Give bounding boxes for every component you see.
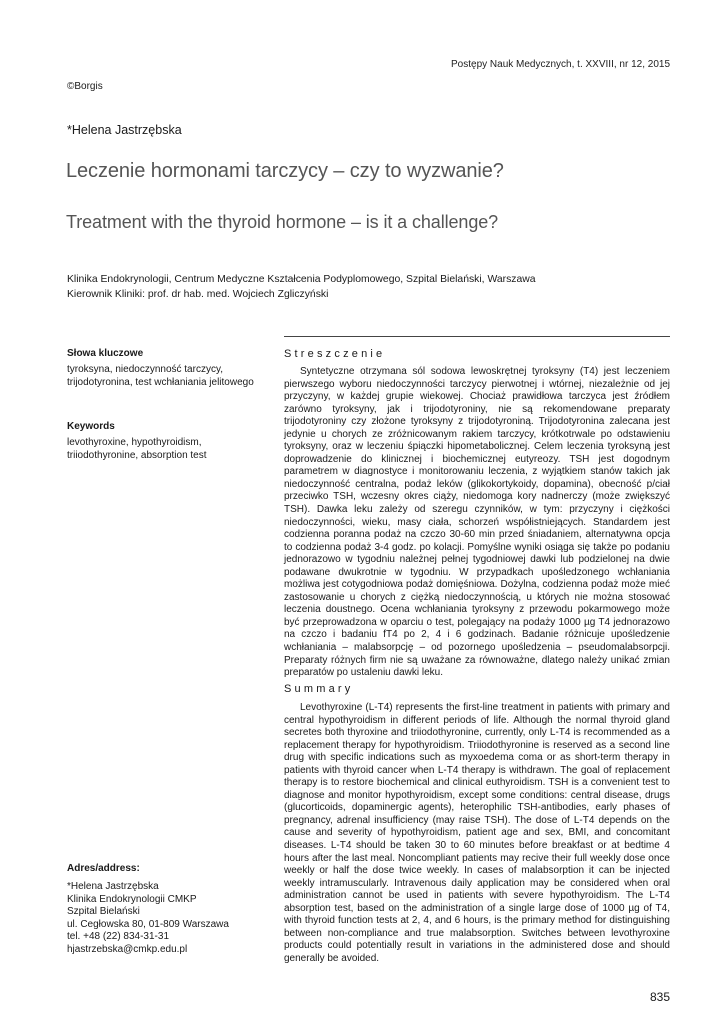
keywords-pl-heading: Słowa kluczowe (67, 348, 144, 359)
author-name: *Helena Jastrzębska (67, 123, 182, 137)
address-heading: Adres/address: (67, 863, 140, 874)
affiliation-institution: Klinika Endokrynologii, Centrum Medyczne Kształcenia Podyplomowego, Szpital Bielański, Warszawa (67, 274, 536, 285)
streszczenie-heading: Streszczenie (284, 348, 386, 360)
address-email: hjastrzebska@cmkp.edu.pl (67, 943, 188, 955)
address-line: Szpital Bielański (67, 906, 140, 918)
journal-citation: Postępy Nauk Medycznych, t. XXVIII, nr 12, 2015 (451, 59, 670, 70)
address-line: ul. Cegłowska 80, 01-809 Warszawa (67, 918, 229, 930)
address-line: Klinika Endokrynologii CMKP (67, 893, 197, 905)
streszczenie-text: Syntetyczne otrzymana sól sodowa lewoskrętnej tyroksyny (T4) jest leczeniem pierwszego wyboru niedoczynności tarczycy pierwotnej i wtórnej, niezależnie od jej przyczyny, w każdej grupie wiekowej. Chociaż prawidłowa tarczyca jest źródłem zarówno tyroksyny, jak i trijodotyroniny, nie są rekomendowane preparaty trijodotyroniny czy złożone tyroksyny z trijodotyroniną. Trijodotyronina zalecana jest jedynie u chorych ze zróżnicowanym rakiem tarczycy, krótkotrwale po odstawieniu tyroksyny, oraz w leczeniu śpiączki hipometabolicznej. Celem leczenia tyroksyną jest doprowadzenie do klinicznej i biochemicznej eutyreozy. TSH jest dogodnym parametrem w diagnostyce i monitorowaniu leczenia, z wyjątkiem stanów takich jak niedoczynność centralna, podaż leków (glikokortykoidy, dopamina), obecność p/ciał przeciwko TSH, wczesny okres ciąży, niedomoga kory nadnerczy (może zwiększyć TSH). Dawka leku zależy od szeregu czynników, w tym: przyczyny i ciężkości niedoczynności, wieku, masy ciała, schorzeń współistniejących. Standardem jest codzienna poranna podaż na czczo 30-60 min przed śniadaniem, alternatywna opcja to codzienna podaż 3-4 godz. po kolacji. Pomyślne wyniki osiąga się także po podaniu jednorazowo w tygodniu należnej pełnej tygodniowej dawki lub podzielonej na dwie podawane dwukrotnie w tygodniu. W przypadkach upośledzonego wchłaniania możliwa jest cotygodniowa podaż domięśniowa. Dożylna, codzienna podaż może mieć zastosowanie u chorych z ciężką niedoczynnością, u których nie można stosować leczenia doustnego. Ocena wchłaniania tyroksyny z przewodu pokarmowego może być przeprowadzona w oparciu o test, polegający na podaży 1000 µg T4 jednorazowo na czczo i badaniu fT4 po 2, 4 i 6 godzinach. Badanie różnicuje upośledzenie wchłaniania – malabsorpcję – od pozornego upośledzenia – pseudomalabsorpcji. Preparaty różnych firm nie są uważane za równoważne, dlatego należy unikać zmian preparatów po ustaleniu dawki leku. (284, 366, 670, 679)
keywords-pl: tyroksyna, niedoczynność tarczycy, trijodotyronina, test wchłaniania jelitowego (67, 364, 254, 388)
keywords-en-heading: Keywords (67, 421, 115, 432)
summary-heading: Summary (284, 683, 354, 695)
title-polish: Leczenie hormonami tarczycy – czy to wyzwanie? (66, 160, 504, 182)
address-block (67, 881, 267, 957)
keywords-en: levothyroxine, hypothyroidism, triiodothyronine, absorption test (67, 437, 207, 461)
address-line: tel. +48 (22) 834-31-31 (67, 931, 170, 943)
publisher-label: ©Borgis (67, 81, 103, 92)
header-rule (284, 336, 670, 337)
page-number: 835 (649, 990, 670, 1004)
affiliation (67, 272, 536, 302)
affiliation-head: Kierownik Kliniki: prof. dr hab. med. Wojciech Zgliczyński (67, 289, 329, 300)
title-english: Treatment with the thyroid hormone – is it a challenge? (66, 212, 499, 232)
address-line: *Helena Jastrzębska (67, 881, 159, 892)
summary-text: Levothyroxine (L-T4) represents the first-line treatment in patients with primary and central hypothyroidism in different periods of life. Although the normal thyroid gland secretes both thyroxine and triiodothyronine, currently, only L-T4 is recommended as a replacement therapy for hypothyroidism. Triiodothyronine is reserved as a second line drug with specific indications such as myxoedema coma or as short-term therapy in patients with thyroid cancer when L-T4 therapy is withdrawn. The goal of replacement therapy is to restore biochemical and clinical euthyroidism. TSH is a convenient test to diagnose and monitor hypothyroidism, except some conditions: central disease, drugs (glucorticoids, dopaminergic agents), heterophilic TSH-antibodies, early phases of pregnancy, adrenal insufficiency (may raise TSH). The dose of L-T4 depends on the cause and severity of hypothyroidism, patient age and sex, BMI, and concomitant diseases. L-T4 should be taken 30 to 60 minutes before breakfast or at bedtime 4 hours after the last meal. Noncompliant patients may recive their full weekly dose once weekly or half the dose twice weekly. In cases of malabsorption it can be injected weekly intramuscularly. Intravenous daily application may be considered when oral administration cannot be used in patients with severe hypothyroidism. The L-T4 absorption test, based on the administration of a single large dose of 1000 µg of T4, with thyroid function tests at 2, 4, and 6 hours, is the primary method for distinguishing between non-compliance and true malabsorption. Switches between levothyroxine products could potentially result in variations in the administered dose and should generally be avoided. (284, 702, 670, 964)
